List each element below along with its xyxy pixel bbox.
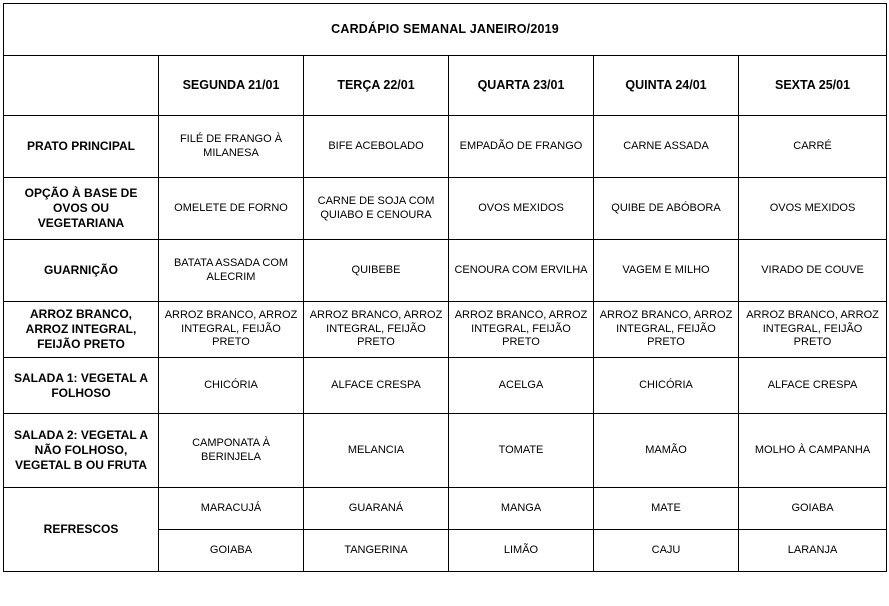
cell-refresco-2-thursday: CAJU bbox=[594, 530, 739, 572]
table-row-title bbox=[4, 4, 887, 56]
cell-prato-principal-tuesday: BIFE ACEBOLADO bbox=[304, 116, 449, 178]
cell-guarnicao-friday: VIRADO DE COUVE bbox=[739, 240, 887, 302]
row-label-salada-2: SALADA 2: VEGETAL A NÃO FOLHOSO, VEGETAL B OU FRUTA bbox=[4, 414, 159, 488]
cell-guarnicao-wednesday: CENOURA COM ERVILHA bbox=[449, 240, 594, 302]
table-row bbox=[4, 240, 887, 302]
cell-opcao-ovos-wednesday: OVOS MEXIDOS bbox=[449, 178, 594, 240]
cell-salada-2-friday: MOLHO À CAMPANHA bbox=[739, 414, 887, 488]
cell-prato-principal-thursday: CARNE ASSADA bbox=[594, 116, 739, 178]
menu-sheet bbox=[0, 3, 889, 606]
cell-salada-2-thursday: MAMÃO bbox=[594, 414, 739, 488]
cell-salada-1-friday: ALFACE CRESPA bbox=[739, 358, 887, 414]
cell-opcao-ovos-thursday: QUIBE DE ABÓBORA bbox=[594, 178, 739, 240]
cell-prato-principal-friday: CARRÉ bbox=[739, 116, 887, 178]
row-label-arroz-feijao: ARROZ BRANCO, ARROZ INTEGRAL, FEIJÃO PRETO bbox=[4, 302, 159, 358]
cell-arroz-feijao-tuesday: ARROZ BRANCO, ARROZ INTEGRAL, FEIJÃO PRETO bbox=[304, 302, 449, 358]
cell-arroz-feijao-thursday: ARROZ BRANCO, ARROZ INTEGRAL, FEIJÃO PRETO bbox=[594, 302, 739, 358]
row-label-guarnicao: GUARNIÇÃO bbox=[4, 240, 159, 302]
cell-refresco-2-friday: LARANJA bbox=[739, 530, 887, 572]
cell-salada-1-wednesday: ACELGA bbox=[449, 358, 594, 414]
cell-guarnicao-tuesday: QUIBEBE bbox=[304, 240, 449, 302]
cell-prato-principal-monday: FILÉ DE FRANGO À MILANESA bbox=[159, 116, 304, 178]
table-row bbox=[4, 302, 887, 358]
cell-refresco-2-tuesday: TANGERINA bbox=[304, 530, 449, 572]
cell-refresco-1-thursday: MATE bbox=[594, 488, 739, 530]
day-header-wednesday: QUARTA 23/01 bbox=[449, 56, 594, 116]
day-header-monday: SEGUNDA 21/01 bbox=[159, 56, 304, 116]
cell-refresco-1-wednesday: MANGA bbox=[449, 488, 594, 530]
row-label-refrescos: REFRESCOS bbox=[4, 488, 159, 572]
cell-salada-2-monday: CAMPONATA À BERINJELA bbox=[159, 414, 304, 488]
cell-guarnicao-thursday: VAGEM E MILHO bbox=[594, 240, 739, 302]
cell-arroz-feijao-wednesday: ARROZ BRANCO, ARROZ INTEGRAL, FEIJÃO PRETO bbox=[449, 302, 594, 358]
cell-arroz-feijao-friday: ARROZ BRANCO, ARROZ INTEGRAL, FEIJÃO PRETO bbox=[739, 302, 887, 358]
day-header-tuesday: TERÇA 22/01 bbox=[304, 56, 449, 116]
table-row bbox=[4, 178, 887, 240]
cell-salada-2-tuesday: MELANCIA bbox=[304, 414, 449, 488]
cell-guarnicao-monday: BATATA ASSADA COM ALECRIM bbox=[159, 240, 304, 302]
table-row bbox=[4, 116, 887, 178]
document-title: CARDÁPIO SEMANAL JANEIRO/2019 bbox=[4, 4, 887, 56]
table-corner-cell bbox=[4, 56, 159, 116]
table-row bbox=[4, 358, 887, 414]
table-row bbox=[4, 488, 887, 530]
row-label-opcao-ovos: OPÇÃO À BASE DE OVOS OU VEGETARIANA bbox=[4, 178, 159, 240]
cell-salada-1-tuesday: ALFACE CRESPA bbox=[304, 358, 449, 414]
table-row-days bbox=[4, 56, 887, 116]
cell-refresco-1-friday: GOIABA bbox=[739, 488, 887, 530]
day-header-friday: SEXTA 25/01 bbox=[739, 56, 887, 116]
cell-salada-1-monday: CHICÓRIA bbox=[159, 358, 304, 414]
row-label-salada-1: SALADA 1: VEGETAL A FOLHOSO bbox=[4, 358, 159, 414]
cell-refresco-2-monday: GOIABA bbox=[159, 530, 304, 572]
weekly-menu-table bbox=[3, 3, 887, 572]
cell-prato-principal-wednesday: EMPADÃO DE FRANGO bbox=[449, 116, 594, 178]
cell-refresco-1-tuesday: GUARANÁ bbox=[304, 488, 449, 530]
cell-opcao-ovos-monday: OMELETE DE FORNO bbox=[159, 178, 304, 240]
table-row bbox=[4, 414, 887, 488]
day-header-thursday: QUINTA 24/01 bbox=[594, 56, 739, 116]
cell-opcao-ovos-tuesday: CARNE DE SOJA COM QUIABO E CENOURA bbox=[304, 178, 449, 240]
cell-arroz-feijao-monday: ARROZ BRANCO, ARROZ INTEGRAL, FEIJÃO PRETO bbox=[159, 302, 304, 358]
cell-salada-1-thursday: CHICÓRIA bbox=[594, 358, 739, 414]
cell-refresco-2-wednesday: LIMÃO bbox=[449, 530, 594, 572]
row-label-prato-principal: PRATO PRINCIPAL bbox=[4, 116, 159, 178]
cell-opcao-ovos-friday: OVOS MEXIDOS bbox=[739, 178, 887, 240]
cell-refresco-1-monday: MARACUJÁ bbox=[159, 488, 304, 530]
cell-salada-2-wednesday: TOMATE bbox=[449, 414, 594, 488]
